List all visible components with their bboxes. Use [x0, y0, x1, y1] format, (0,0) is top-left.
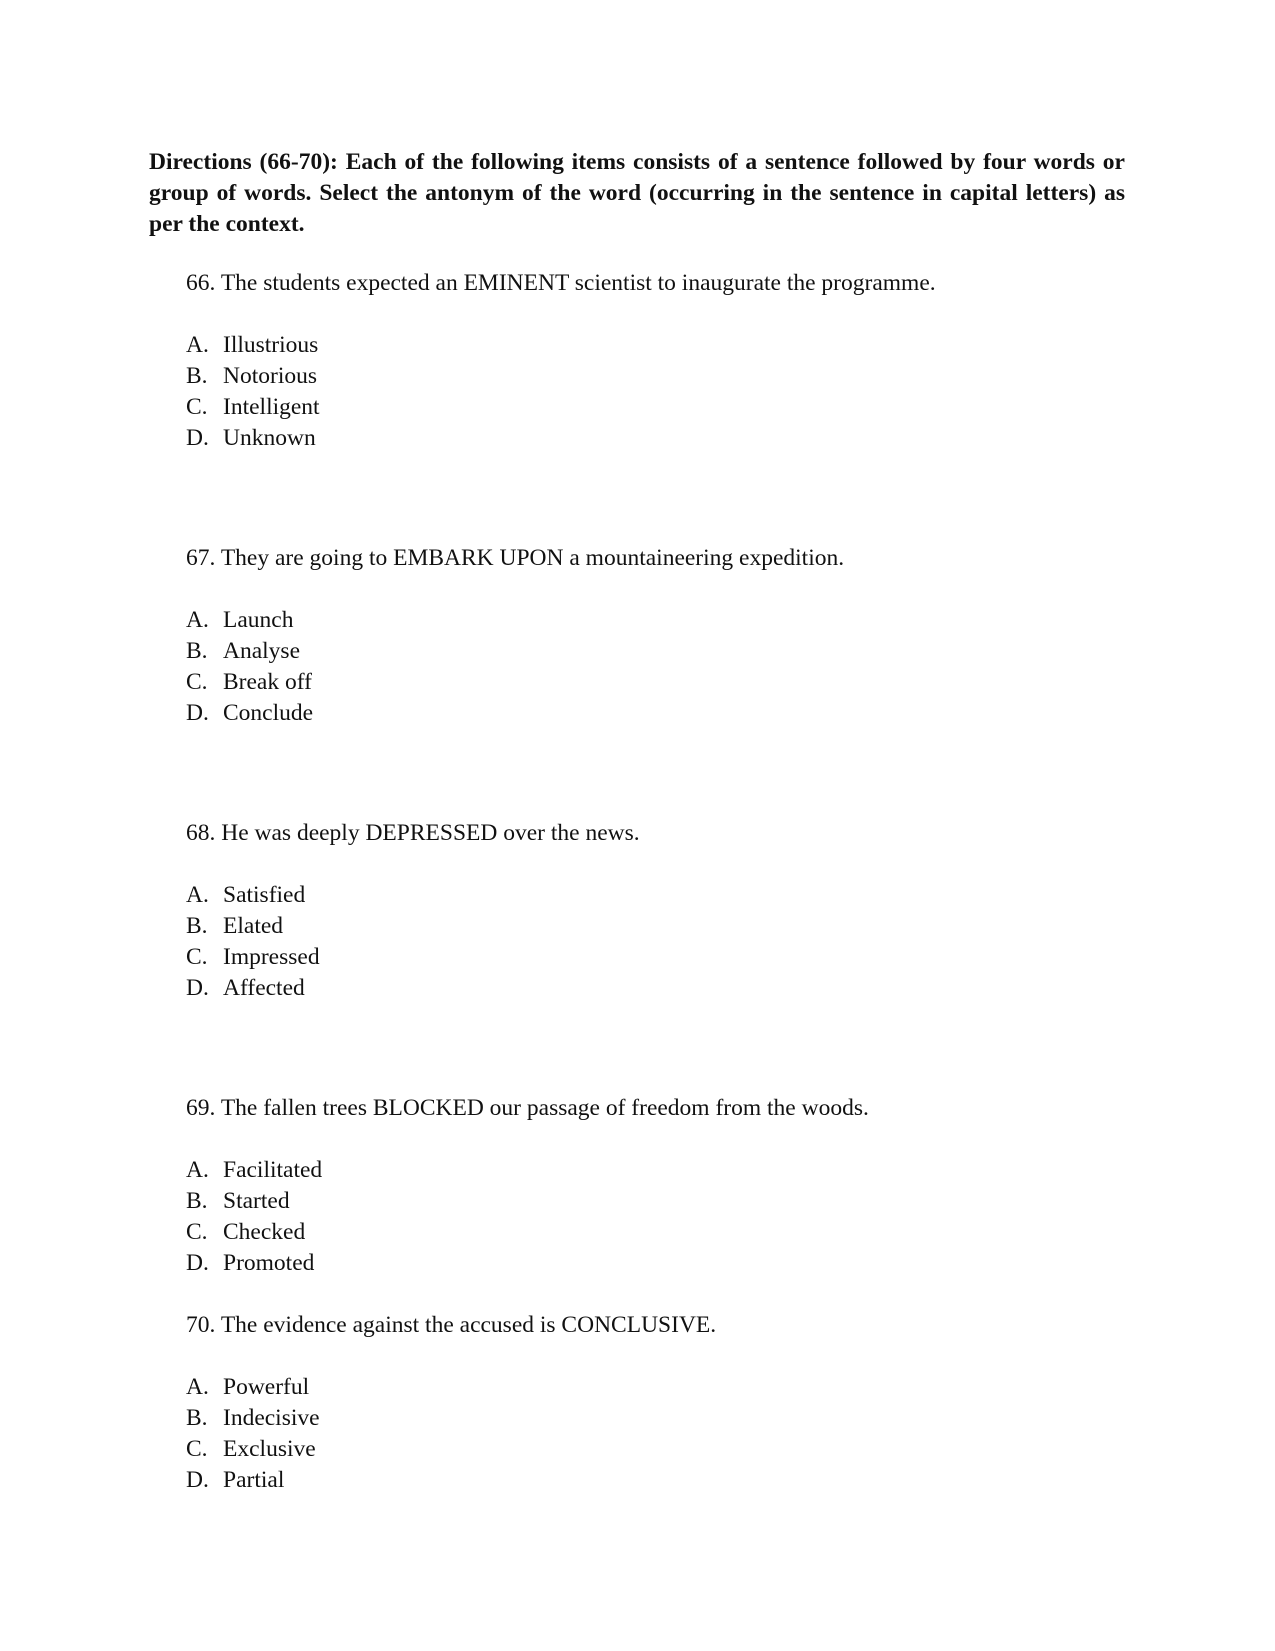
- option-letter: C.: [186, 1219, 208, 1245]
- option-text: Indecisive: [223, 1405, 320, 1431]
- question-stem: 67. They are going to EMBARK UPON a mountaineering expedition.: [186, 545, 845, 571]
- option-a: [186, 605, 1166, 636]
- question-67: [186, 543, 1166, 729]
- option-letter: C.: [186, 944, 208, 970]
- option-letter: D.: [186, 1250, 209, 1276]
- question-stem: 66. The students expected an EMINENT scientist to inaugurate the programme.: [186, 270, 936, 296]
- option-letter: C.: [186, 394, 208, 420]
- option-a: [186, 330, 1166, 361]
- option-text: Promoted: [223, 1250, 315, 1276]
- option-text: Partial: [223, 1467, 285, 1493]
- option-a: [186, 1155, 1166, 1186]
- option-letter: B.: [186, 1188, 208, 1214]
- option-text: Affected: [223, 975, 305, 1001]
- question-stem: 68. He was deeply DEPRESSED over the news.: [186, 820, 640, 846]
- question-stem: 70. The evidence against the accused is CONCLUSIVE.: [186, 1312, 717, 1338]
- option-a: [186, 1372, 1166, 1403]
- option-letter: A.: [186, 332, 209, 358]
- option-letter: B.: [186, 638, 208, 664]
- option-letter: A.: [186, 1157, 209, 1183]
- option-b: [186, 1186, 1166, 1217]
- option-letter: A.: [186, 1374, 209, 1400]
- option-text: Analyse: [223, 638, 301, 664]
- option-text: Checked: [223, 1219, 306, 1245]
- directions-text: Directions (66-70): Each of the following items consists of a sentence followed by four words or group of words. Select the antonym of the word (occurring in the sentence in capital letters) as per the context.: [149, 149, 1125, 237]
- option-text: Impressed: [223, 944, 320, 970]
- option-d: [186, 1465, 1166, 1496]
- option-b: [186, 911, 1166, 942]
- option-letter: A.: [186, 882, 209, 908]
- option-a: [186, 880, 1166, 911]
- option-text: Started: [223, 1188, 290, 1214]
- option-text: Exclusive: [223, 1436, 316, 1462]
- option-text: Facilitated: [223, 1157, 323, 1183]
- option-text: Powerful: [223, 1374, 310, 1400]
- question-66: [186, 268, 1166, 454]
- option-c: [186, 942, 1166, 973]
- option-d: [186, 973, 1166, 1004]
- option-letter: C.: [186, 1436, 208, 1462]
- option-text: Conclude: [223, 700, 314, 726]
- question-69: [186, 1093, 1166, 1279]
- option-c: [186, 1434, 1166, 1465]
- option-letter: A.: [186, 607, 209, 633]
- option-text: Elated: [223, 913, 284, 939]
- option-letter: B.: [186, 1405, 208, 1431]
- option-letter: B.: [186, 363, 208, 389]
- option-d: [186, 698, 1166, 729]
- option-letter: D.: [186, 700, 209, 726]
- option-text: Illustrious: [223, 332, 319, 358]
- option-letter: C.: [186, 669, 208, 695]
- option-list: [186, 330, 1166, 454]
- question-70: [186, 1310, 1166, 1496]
- option-b: [186, 361, 1166, 392]
- option-list: [186, 1372, 1166, 1496]
- option-c: [186, 392, 1166, 423]
- option-text: Unknown: [223, 425, 316, 451]
- option-letter: D.: [186, 1467, 209, 1493]
- option-text: Notorious: [223, 363, 317, 389]
- option-c: [186, 1217, 1166, 1248]
- option-list: [186, 1155, 1166, 1279]
- option-text: Intelligent: [223, 394, 320, 420]
- option-b: [186, 636, 1166, 667]
- option-letter: B.: [186, 913, 208, 939]
- option-list: [186, 880, 1166, 1004]
- option-letter: D.: [186, 425, 209, 451]
- option-d: [186, 423, 1166, 454]
- option-text: Launch: [223, 607, 294, 633]
- option-d: [186, 1248, 1166, 1279]
- option-c: [186, 667, 1166, 698]
- option-list: [186, 605, 1166, 729]
- question-stem: 69. The fallen trees BLOCKED our passage of freedom from the woods.: [186, 1095, 869, 1121]
- option-b: [186, 1403, 1166, 1434]
- option-letter: D.: [186, 975, 209, 1001]
- option-text: Break off: [223, 669, 312, 695]
- option-text: Satisfied: [223, 882, 306, 908]
- question-68: [186, 818, 1166, 1004]
